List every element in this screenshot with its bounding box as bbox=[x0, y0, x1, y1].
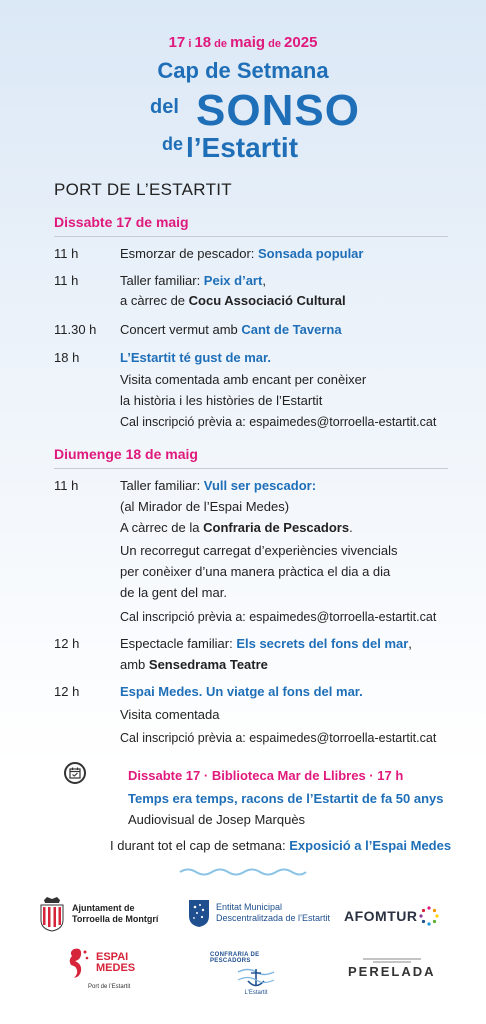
sat-e3-pre: Concert vermut amb bbox=[120, 322, 242, 337]
date-de-2: de bbox=[265, 38, 285, 50]
sun-e2-post: , bbox=[408, 636, 412, 651]
extra-event-date: Dissabte 17 · Biblioteca Mar de Llibres · 17 h bbox=[128, 768, 404, 783]
sun-e2-highlight: Els secrets del fons del mar bbox=[236, 636, 409, 651]
sat-e4-line-4: Cal inscripció prèvia a: espaimedes@torroella-estartit.cat bbox=[120, 415, 437, 429]
coat-of-arms-icon bbox=[38, 896, 66, 932]
sun-e3-title: Espai Medes. Un viatge al fons del mar. bbox=[120, 684, 363, 699]
title-estartit: l’Estartit bbox=[186, 132, 299, 163]
extra-event-title: Temps era temps, racons de l’Estartit de fa 50 anys bbox=[128, 791, 444, 806]
afomtur-dots-icon bbox=[419, 906, 439, 926]
entitat-shield-icon bbox=[188, 898, 210, 928]
sun-e1-l3-pre: A càrrec de la bbox=[120, 520, 204, 535]
during-pre: I durant tot el cap de setmana: bbox=[110, 838, 290, 853]
calendar-icon bbox=[64, 762, 86, 784]
espai-line-2: MEDES bbox=[96, 962, 136, 974]
wave-divider bbox=[178, 866, 308, 878]
afomtur-text: AFOMTUR bbox=[344, 908, 418, 924]
sat-e4-line-3: la història i les històries de l’Estartit bbox=[120, 393, 323, 408]
saturday-heading: Dissabte 17 de maig bbox=[54, 214, 189, 230]
sat-e1-line bbox=[120, 246, 363, 261]
afomtur-logo bbox=[344, 906, 439, 926]
sat-e4-time: 18 h bbox=[54, 350, 80, 365]
sun-e3-time: 12 h bbox=[54, 684, 80, 699]
date-year: 2025 bbox=[284, 34, 318, 51]
sat-e2-time: 11 h bbox=[54, 273, 79, 288]
sat-e2-line-1 bbox=[120, 273, 266, 288]
sun-e1-line-7: Cal inscripció prèvia a: espaimedes@torroella-estartit.cat bbox=[120, 610, 437, 624]
perelada-emblem-icon bbox=[361, 956, 423, 964]
confraria-line-1: CONFRARIA DE PESCADORS bbox=[210, 952, 260, 964]
sunday-heading: Diumenge 18 de maig bbox=[54, 446, 198, 462]
date-month: maig bbox=[230, 34, 266, 51]
sun-e1-pre: Taller familiar: bbox=[120, 478, 204, 493]
ajuntament-line-1: Ajuntament de bbox=[72, 903, 135, 913]
sun-e1-line-2: (al Mirador de l’Espai Medes) bbox=[120, 499, 290, 514]
extra-event-author: Audiovisual de Josep Marquès bbox=[128, 812, 306, 827]
sun-e1-l3-bold: Confraria de Pescadors bbox=[203, 520, 350, 535]
sun-e3-line-2: Visita comentada bbox=[120, 707, 220, 722]
sun-e1-line-5: per conèixer d’una manera pràctica el dia a dia bbox=[120, 564, 391, 579]
entitat-line-2: Descentralitzada de l’Estartit bbox=[216, 913, 331, 923]
sun-e2-l2-pre: amb bbox=[120, 657, 149, 672]
place-heading: PORT DE L’ESTARTIT bbox=[54, 180, 232, 199]
title-line-1: Cap de Setmana bbox=[157, 58, 329, 83]
date-day-1: 17 bbox=[168, 34, 186, 51]
entitat-logo bbox=[188, 898, 330, 928]
sun-e1-l3-post: . bbox=[349, 520, 353, 535]
sun-e3-line-3: Cal inscripció prèvia a: espaimedes@torroella-estartit.cat bbox=[120, 731, 437, 745]
perelada-logo bbox=[348, 956, 436, 979]
sun-e1-highlight: Vull ser pescador: bbox=[203, 478, 317, 493]
sun-e1-line-3 bbox=[120, 520, 353, 535]
sat-e1-time: 11 h bbox=[54, 246, 79, 261]
sun-e2-l2-bold: Sensedrama Teatre bbox=[148, 657, 268, 672]
sat-e2-l2-pre: a càrrec de bbox=[120, 293, 189, 308]
espai-medes-logo bbox=[66, 946, 135, 990]
perelada-text: PERELADA bbox=[348, 964, 436, 979]
date-de: de bbox=[211, 38, 231, 50]
date-and: i bbox=[185, 38, 195, 50]
during-weekend-line bbox=[110, 838, 451, 853]
during-highlight: Exposició a l’Espai Medes bbox=[289, 838, 452, 853]
sun-e2-pre: Espectacle familiar: bbox=[120, 636, 237, 651]
sat-e4-title: L’Estartit té gust de mar. bbox=[120, 350, 271, 365]
sat-e4-line-2: Visita comentada amb encant per conèixer bbox=[120, 372, 367, 387]
sun-e1-line-4: Un recorregut carregat d’experiències vivencials bbox=[120, 543, 398, 558]
date-day-2: 18 bbox=[194, 34, 212, 51]
confraria-logo bbox=[210, 952, 302, 996]
title-de: de bbox=[162, 134, 184, 154]
sat-e3-time: 11.30 h bbox=[54, 322, 97, 337]
date-line bbox=[0, 34, 486, 51]
title-del: del bbox=[150, 96, 179, 118]
sat-e3-line bbox=[120, 322, 342, 337]
sat-e2-pre: Taller familiar: bbox=[120, 273, 204, 288]
sun-e2-time: 12 h bbox=[54, 636, 80, 651]
sun-e1-time: 11 h bbox=[54, 478, 79, 493]
sun-e2-line-1 bbox=[120, 636, 412, 651]
sun-e1-line-1 bbox=[120, 478, 316, 493]
sat-e3-highlight: Cant de Taverna bbox=[241, 322, 342, 337]
espai-subtitle: Port de l’Estartit bbox=[88, 984, 131, 990]
entitat-line-1: Entitat Municipal bbox=[216, 902, 283, 912]
sun-e1-line-6: de la gent del mar. bbox=[120, 585, 227, 600]
seahorse-icon bbox=[66, 946, 92, 980]
sat-e2-l2-bold: Cocu Associació Cultural bbox=[188, 293, 346, 308]
ajuntament-line-2: Torroella de Montgrí bbox=[72, 914, 159, 924]
sun-e2-line-2 bbox=[120, 657, 268, 672]
title-sonso: SONSO bbox=[196, 86, 360, 135]
anchor-icon bbox=[236, 964, 276, 990]
confraria-line-2: L’Estartit bbox=[244, 990, 268, 996]
divider bbox=[54, 468, 448, 469]
sat-e2-line-2 bbox=[120, 293, 346, 308]
espai-line-1: ESPAI bbox=[96, 951, 129, 963]
ajuntament-logo bbox=[38, 896, 158, 932]
sat-e2-highlight: Peix d’art bbox=[203, 273, 263, 288]
divider bbox=[54, 236, 448, 237]
sat-e2-post: , bbox=[262, 273, 266, 288]
sat-e1-highlight: Sonsada popular bbox=[258, 246, 364, 261]
sat-e1-pre: Esmorzar de pescador: bbox=[120, 246, 259, 261]
